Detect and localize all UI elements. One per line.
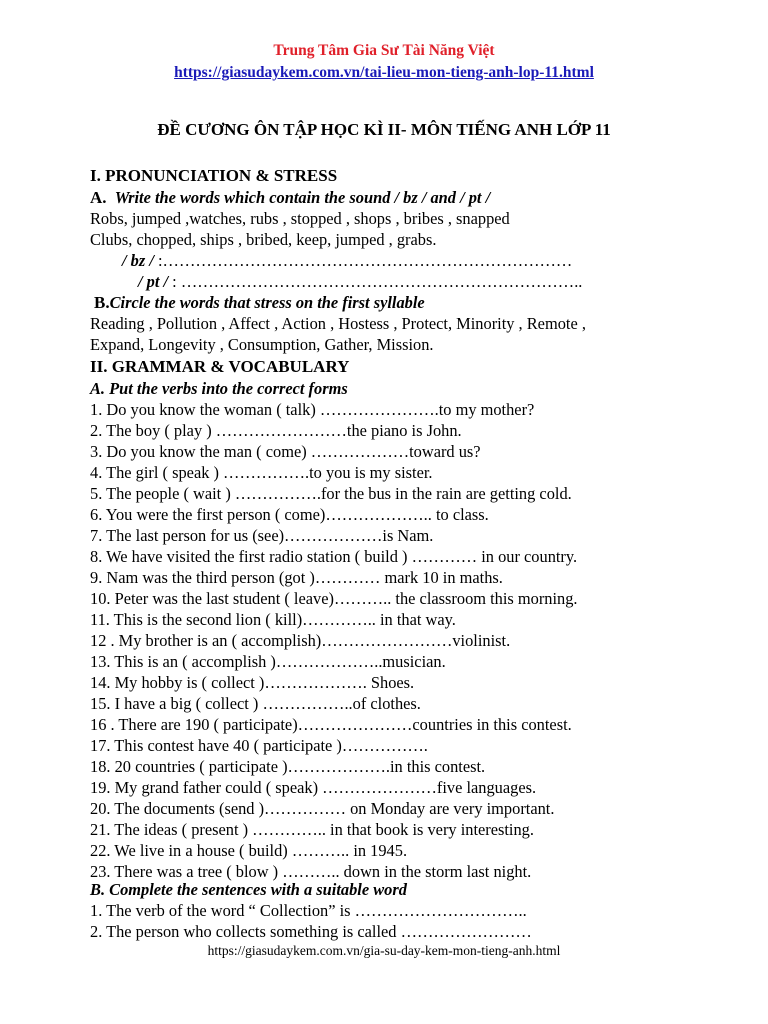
- section2-partB-label: B: [90, 880, 101, 899]
- section1-partA-instruction: [90, 188, 490, 208]
- footer-link[interactable]: https://giasudaykem.com.vn/gia-su-day-kem-mon-tieng-anh.html: [207, 943, 561, 958]
- grammar-item: 16 . There are 190 ( participate)…………………countries in this contest.: [90, 715, 572, 734]
- grammar-item: 7. The last person for us (see)………………is Nam.: [90, 526, 434, 545]
- grammar-item: 15. I have a big ( collect ) ……………..of clothes.: [90, 694, 421, 713]
- grammar-item: 10. Peter was the last student ( leave)……….. the classroom this morning.: [90, 589, 578, 608]
- bz-label: / bz /: [122, 251, 154, 270]
- grammar-item: 19. My grand father could ( speak) …………………five languages.: [90, 778, 537, 797]
- grammar-item: 18. 20 countries ( participate )……………….in this contest.: [90, 757, 486, 776]
- grammar-item: 11. This is the second lion ( kill)………….. in that way.: [90, 610, 456, 629]
- grammar-item: 17. This contest have 40 ( participate )…………….: [90, 736, 428, 755]
- document-title: ĐỀ CƯƠNG ÔN TẬP HỌC KÌ II- MÔN TIẾNG ANH LỚP 11: [157, 120, 611, 139]
- grammar-item: 1. Do you know the woman ( talk) ………………….to my mother?: [90, 400, 535, 419]
- grammar-item: 14. My hobby is ( collect )………………. Shoes.: [90, 673, 415, 692]
- grammar-item: 23. There was a tree ( blow ) ……….. down in the storm last night.: [90, 862, 532, 881]
- section2-partB-instruction: [90, 880, 407, 900]
- section2-heading: II. GRAMMAR & VOCABULARY: [90, 357, 350, 376]
- grammar-item: 9. Nam was the third person (got )………… mark 10 in maths.: [90, 568, 503, 587]
- partA-instruction-text: Write the words which contain the sound / bz / and / pt /: [114, 188, 491, 207]
- bz-answer-line: [122, 251, 572, 271]
- header-link[interactable]: https://giasudaykem.com.vn/tai-lieu-mon-tieng-anh-lop-11.html: [174, 64, 594, 81]
- pt-blank: : ………………………………………………………………..: [172, 272, 583, 291]
- pt-label: / pt /: [138, 272, 169, 291]
- section2-partA-instruction: A. Put the verbs into the correct forms: [90, 379, 348, 398]
- partA-label: A.: [90, 188, 107, 207]
- grammar-item: 12 . My brother is an ( accomplish)……………………violinist.: [90, 631, 511, 650]
- section2-partB-instruction-text: . Complete the sentences with a suitable word: [100, 880, 407, 899]
- grammar-item: 5. The people ( wait ) …………….for the bus in the rain are getting cold.: [90, 484, 572, 503]
- vocabulary-item: 1. The verb of the word “ Collection” is …………………………..: [90, 901, 527, 920]
- partB-words-line2: Expand, Longevity , Consumption, Gather, Mission.: [90, 335, 434, 354]
- grammar-item: 13. This is an ( accomplish )………………..musician.: [90, 652, 446, 671]
- bz-blank: :…………………………………………………………………: [158, 251, 573, 270]
- grammar-item: 6. You were the first person ( come)……………….. to class.: [90, 505, 489, 524]
- organization-name: Trung Tâm Gia Sư Tài Năng Việt: [273, 42, 495, 59]
- partB-instruction-text: Circle the words that stress on the first syllable: [109, 293, 425, 312]
- grammar-item: 8. We have visited the first radio station ( build ) ………… in our country.: [90, 547, 578, 566]
- vocabulary-item: 2. The person who collects something is called ……………………: [90, 922, 532, 941]
- partB-words-line1: Reading , Pollution , Affect , Action , Hostess , Protect, Minority , Remote ,: [90, 314, 586, 333]
- partA-words-line2: Clubs, chopped, ships , bribed, keep, jumped , grabs.: [90, 230, 437, 249]
- section1-heading: I. PRONUNCIATION & STRESS: [90, 166, 338, 185]
- grammar-item: 21. The ideas ( present ) ………….. in that book is very interesting.: [90, 820, 534, 839]
- pt-answer-line: [138, 272, 582, 292]
- partA-words-line1: Robs, jumped ,watches, rubs , stopped , shops , bribes , snapped: [90, 209, 510, 228]
- grammar-item: 20. The documents (send )…………… on Monday are very important.: [90, 799, 555, 818]
- grammar-item: 22. We live in a house ( build) ……….. in 1945.: [90, 841, 408, 860]
- partB-label: B.: [94, 293, 110, 312]
- section1-partB-instruction: [94, 293, 425, 313]
- grammar-item: 2. The boy ( play ) ……………………the piano is John.: [90, 421, 462, 440]
- grammar-item: 4. The girl ( speak ) …………….to you is my sister.: [90, 463, 433, 482]
- grammar-item: 3. Do you know the man ( come) ………………toward us?: [90, 442, 481, 461]
